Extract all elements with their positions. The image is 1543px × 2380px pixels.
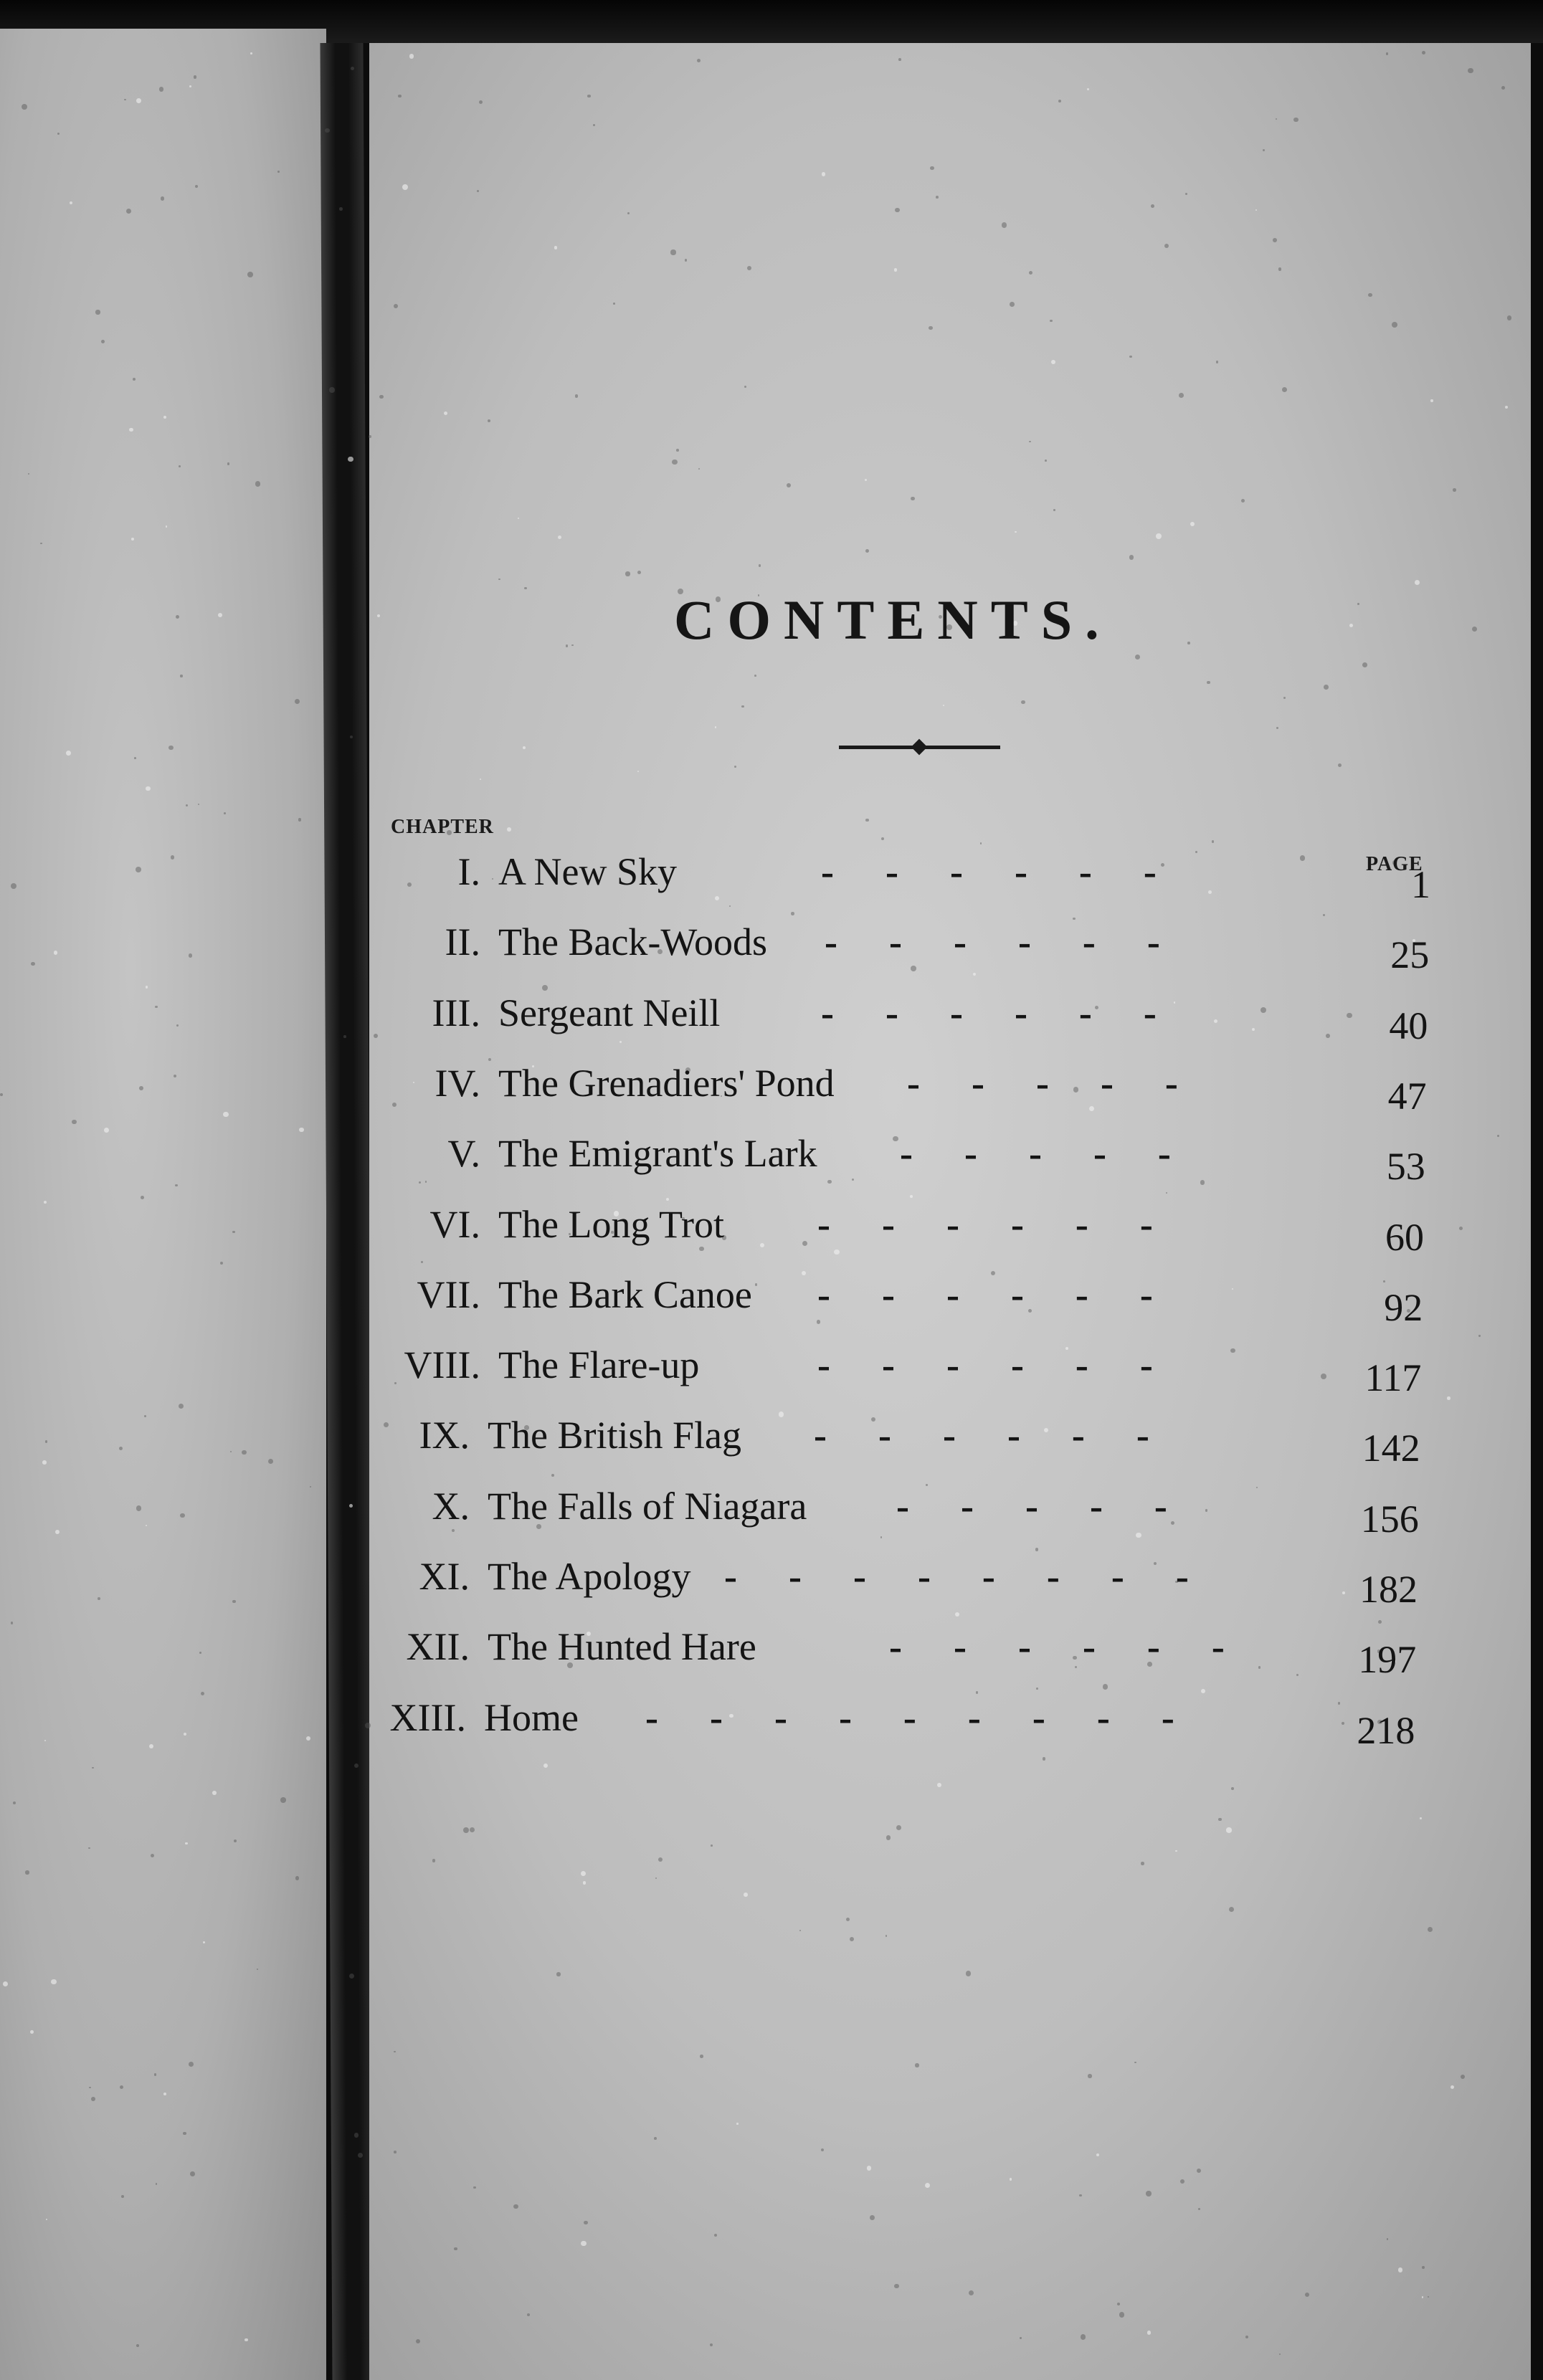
- chapter-numeral: VII.: [417, 1272, 480, 1316]
- page-column-header: PAGE: [1366, 853, 1423, 875]
- chapter-title: A New Sky: [498, 850, 678, 893]
- toc-entry: [0, 1484, 1543, 1541]
- page-number: 25: [1390, 933, 1430, 977]
- chapter-column-header: CHAPTER: [391, 816, 494, 838]
- dot-leader: ------: [821, 991, 1208, 1034]
- chapter-numeral: XII.: [406, 1625, 470, 1669]
- chapter-numeral: II.: [445, 920, 480, 964]
- toc-entry: [0, 1272, 1543, 1330]
- chapter-title: Home: [484, 1695, 579, 1739]
- chapter-numeral: VIII.: [404, 1343, 480, 1387]
- toc-entry: [0, 849, 1543, 907]
- page-number: 47: [1387, 1074, 1427, 1118]
- chapter-title: The Grenadiers' Pond: [498, 1061, 835, 1105]
- page-number: 142: [1362, 1427, 1420, 1470]
- toc-entry: [0, 1554, 1543, 1612]
- page-number: 53: [1386, 1145, 1425, 1189]
- dot-leader: ------: [817, 1272, 1205, 1316]
- chapter-title: The Bark Canoe: [498, 1272, 752, 1316]
- chapter-numeral: IV.: [435, 1061, 480, 1105]
- chapter-title: The Flare-up: [498, 1343, 700, 1387]
- page-number: 156: [1360, 1497, 1419, 1541]
- page-number: 40: [1389, 1004, 1428, 1047]
- page-number: 117: [1364, 1356, 1422, 1400]
- dot-leader: ------: [814, 1414, 1201, 1457]
- toc-entry: [0, 1695, 1543, 1753]
- chapter-numeral: V.: [447, 1132, 480, 1176]
- page-number: 197: [1358, 1638, 1417, 1682]
- chapter-title: The Falls of Niagara: [488, 1484, 807, 1528]
- dot-leader: ------: [817, 1343, 1205, 1387]
- dot-leader: -----: [900, 1132, 1222, 1176]
- toc-entry: [0, 1202, 1543, 1260]
- chapter-title: The Long Trot: [498, 1202, 725, 1246]
- chapter-numeral: X.: [432, 1484, 470, 1528]
- chapter-numeral: XIII.: [389, 1695, 466, 1739]
- dot-leader: ------: [821, 850, 1208, 893]
- dot-leader: ---------: [645, 1695, 1226, 1739]
- toc-entry: [0, 1061, 1543, 1118]
- dot-leader: -----: [896, 1484, 1219, 1528]
- toc-entry: [0, 1131, 1543, 1189]
- chapter-title: The Apology: [488, 1555, 691, 1598]
- chapter-title: The British Flag: [488, 1414, 741, 1457]
- page-number: 1: [1411, 863, 1430, 906]
- chapter-numeral: VI.: [429, 1202, 480, 1246]
- dot-leader: --------: [724, 1555, 1240, 1598]
- toc-entry: [0, 991, 1543, 1048]
- page-title: CONTENTS.: [674, 589, 1112, 651]
- chapter-title: The Emigrant's Lark: [498, 1132, 817, 1176]
- chapter-title: The Hunted Hare: [488, 1625, 756, 1669]
- page-number: 60: [1385, 1215, 1424, 1259]
- chapter-numeral: XI.: [419, 1555, 470, 1598]
- toc-entry: [0, 1413, 1543, 1470]
- toc-entry: [0, 920, 1543, 977]
- chapter-numeral: I.: [457, 850, 480, 893]
- toc-entry: [0, 1624, 1543, 1682]
- dot-leader: ------: [825, 920, 1212, 964]
- chapter-title: Sergeant Neill: [498, 991, 721, 1034]
- dot-leader: -----: [907, 1061, 1230, 1105]
- dot-leader: ------: [817, 1202, 1205, 1246]
- chapter-numeral: IX.: [419, 1414, 470, 1457]
- page-number: 92: [1384, 1285, 1423, 1329]
- dot-leader: ------: [889, 1625, 1276, 1669]
- page-number: 182: [1359, 1568, 1418, 1611]
- toc-entry: [0, 1343, 1543, 1400]
- chapter-title: The Back-Woods: [498, 920, 768, 964]
- page-number: 218: [1357, 1708, 1415, 1752]
- chapter-numeral: III.: [432, 991, 480, 1034]
